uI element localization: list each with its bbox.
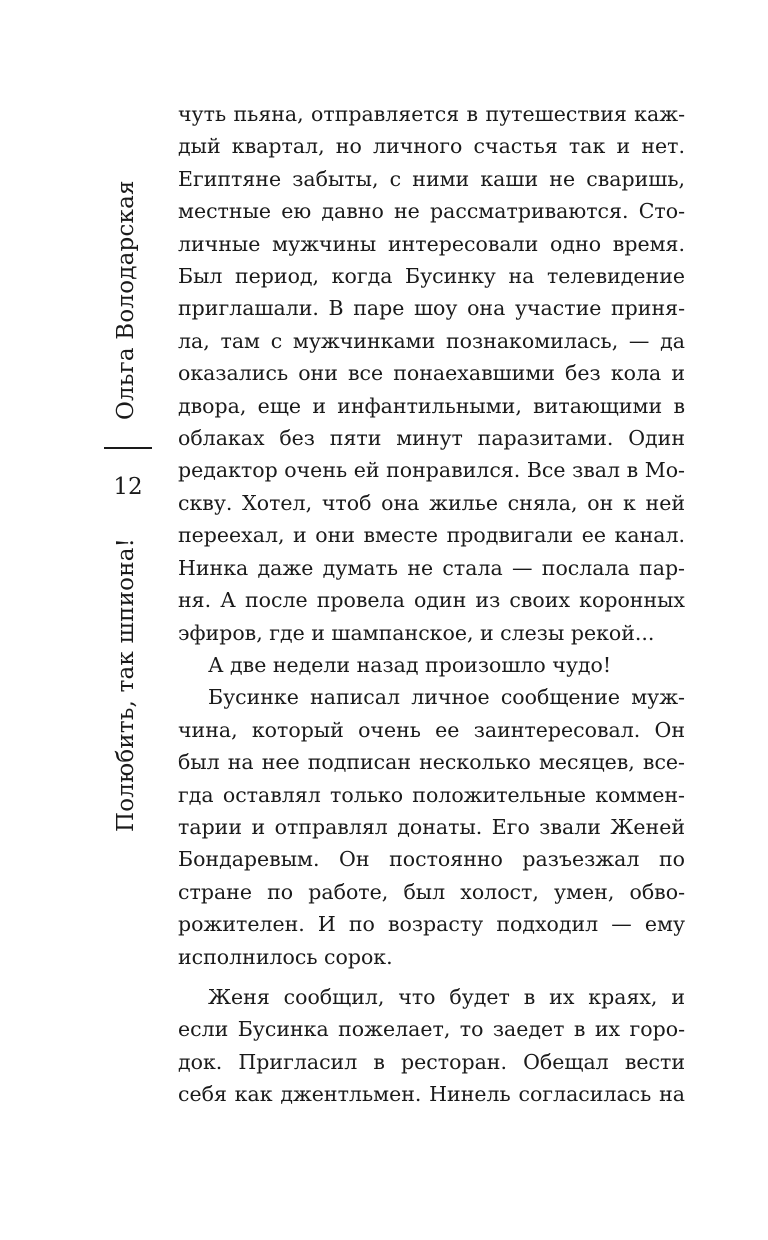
text-line: оказались они все понаехавшими без кола и: [178, 361, 685, 386]
text-line: скву. Хотел, чтоб она жилье сняла, он к ней: [178, 490, 685, 515]
page-number: 12: [113, 474, 143, 500]
text-line: приглашали. В паре шоу она участие приня-: [178, 296, 685, 321]
text-line: редактор очень ей понравился. Все звал в Мо-: [178, 458, 685, 483]
text-line: гда оставлял только положительные коммен-: [178, 782, 685, 807]
text-line: эфиров, где и шампанское, и слезы рекой...: [178, 620, 655, 645]
text-line: чина, который очень ее заинтересовал. Он: [178, 717, 685, 742]
paragraph: [178, 649, 685, 681]
folio-divider: [104, 447, 152, 449]
text-line: Был период, когда Бусинку на телевидение: [178, 264, 685, 289]
text-line: стране по работе, был холост, умен, обво-: [178, 879, 685, 904]
running-head-author: Ольга Володарская: [113, 180, 139, 420]
text-line: ла, там с мужчинками познакомилась, — да: [178, 328, 685, 353]
paragraph: [178, 98, 685, 649]
text-line: исполнилось сорок.: [178, 944, 393, 969]
text-line: двора, еще и инфантильными, витающими в: [178, 393, 685, 418]
text-line: Женя сообщил, что будет в их краях, и: [208, 984, 685, 1009]
text-line: Нинка даже думать не стала — послала пар-: [178, 555, 685, 580]
text-line: рожителен. И по возрасту подходил — ему: [178, 912, 685, 937]
text-line: ня. А после провела один из своих коронных: [178, 588, 685, 613]
text-line: местные ею давно не рассматриваются. Сто-: [178, 199, 685, 224]
text-line: док. Пригласил в ресторан. Обещал вести: [178, 1049, 685, 1074]
text-line: если Бусинка пожелает, то заедет в их горо-: [178, 1017, 685, 1042]
paragraph-gap: [178, 973, 685, 981]
text-line: переехал, и они вместе продвигали ее канал.: [178, 523, 685, 548]
text-line: тарии и отправлял донаты. Его звали Женей: [178, 814, 685, 839]
paragraph: [178, 681, 685, 973]
text-line: А две недели назад произошло чудо!: [208, 652, 612, 677]
running-head-book-title: Полюбить, так шпиона!: [113, 537, 139, 832]
text-line: Египтяне забыты, с ними каши не сваришь,: [178, 166, 685, 191]
text-line: Бондаревым. Он постоянно разъезжал по: [178, 847, 685, 872]
text-line: себя как джентльмен. Нинель согласилась на: [178, 1082, 685, 1107]
text-line: чуть пьяна, отправляется в путешествия каж-: [178, 102, 685, 126]
text-line: личные мужчины интересовали одно время.: [178, 231, 685, 256]
text-line: был на нее подписан несколько месяцев, все-: [178, 750, 685, 775]
body-text: [178, 98, 685, 1111]
text-line: облаках без пяти минут паразитами. Один: [178, 426, 685, 451]
text-line: Бусинке написал личное сообщение муж-: [208, 685, 685, 710]
text-line: дый квартал, но личного счастья так и нет.: [178, 134, 685, 159]
paragraph: [178, 981, 685, 1111]
